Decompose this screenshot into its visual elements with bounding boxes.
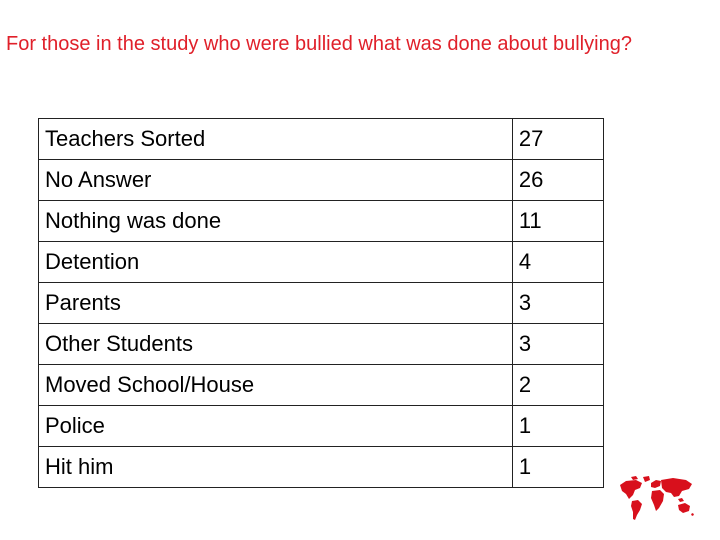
row-label: Police [39, 406, 513, 447]
table-row [39, 365, 604, 406]
table-row [39, 201, 604, 242]
row-value: 27 [512, 119, 603, 160]
responses-table [38, 118, 604, 488]
row-value: 1 [512, 447, 603, 488]
table-row [39, 283, 604, 324]
row-value: 11 [512, 201, 603, 242]
row-value: 1 [512, 406, 603, 447]
row-value: 3 [512, 283, 603, 324]
table-row [39, 406, 604, 447]
slide-title: For those in the study who were bullied what was done about bullying? [6, 33, 632, 55]
table-row [39, 242, 604, 283]
table-row [39, 447, 604, 488]
table-row [39, 324, 604, 365]
row-label: Parents [39, 283, 513, 324]
row-label: No Answer [39, 160, 513, 201]
row-value: 4 [512, 242, 603, 283]
row-label: Hit him [39, 447, 513, 488]
row-label: Other Students [39, 324, 513, 365]
row-value: 3 [512, 324, 603, 365]
row-label: Detention [39, 242, 513, 283]
table-row [39, 160, 604, 201]
row-label: Teachers Sorted [39, 119, 513, 160]
row-value: 26 [512, 160, 603, 201]
row-value: 2 [512, 365, 603, 406]
row-label: Nothing was done [39, 201, 513, 242]
world-map-icon [618, 475, 696, 523]
table-row [39, 119, 604, 160]
row-label: Moved School/House [39, 365, 513, 406]
